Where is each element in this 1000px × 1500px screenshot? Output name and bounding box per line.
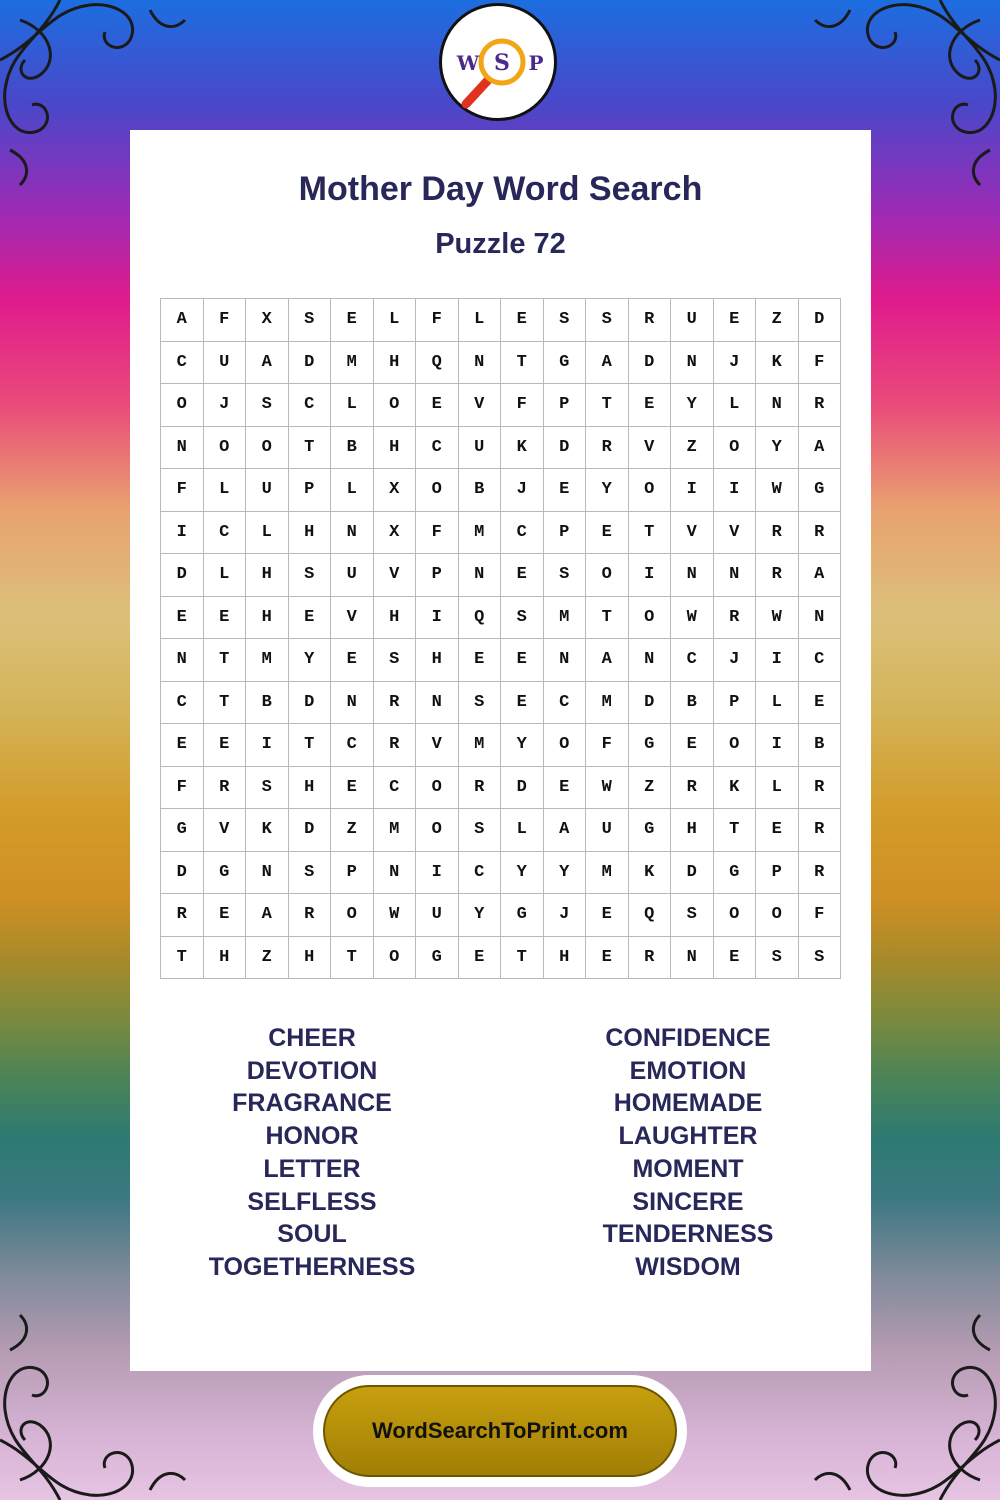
site-logo[interactable] (439, 3, 557, 121)
grid-cell[interactable]: I (161, 512, 204, 555)
grid-cell[interactable]: E (586, 894, 629, 937)
grid-cell[interactable]: N (331, 512, 374, 555)
grid-cell[interactable]: R (204, 767, 247, 810)
word-list-right (528, 1022, 848, 1284)
grid-cell[interactable]: M (544, 597, 587, 640)
grid-cell[interactable]: H (246, 554, 289, 597)
grid-cell[interactable]: H (671, 809, 714, 852)
grid-cell[interactable]: H (246, 597, 289, 640)
grid-cell[interactable]: Y (544, 852, 587, 895)
grid-cell[interactable]: L (756, 682, 799, 725)
grid-cell[interactable]: C (331, 724, 374, 767)
grid-cell[interactable]: F (586, 724, 629, 767)
grid-cell[interactable]: M (459, 512, 502, 555)
grid-cell[interactable]: M (586, 852, 629, 895)
word-list-item: MOMENT (632, 1154, 744, 1183)
grid-cell[interactable]: T (289, 724, 332, 767)
grid-cell[interactable]: D (799, 299, 842, 342)
grid-cell[interactable]: E (331, 299, 374, 342)
grid-cell[interactable]: N (671, 554, 714, 597)
grid-cell[interactable]: V (374, 554, 417, 597)
grid-cell[interactable]: I (416, 597, 459, 640)
grid-cell[interactable]: L (459, 299, 502, 342)
grid-cell[interactable]: E (714, 937, 757, 980)
grid-cell[interactable]: X (246, 299, 289, 342)
grid-cell[interactable]: S (289, 852, 332, 895)
grid-cell[interactable]: E (204, 597, 247, 640)
grid-cell[interactable]: T (161, 937, 204, 980)
grid-cell[interactable]: R (799, 384, 842, 427)
grid-cell[interactable]: Y (459, 894, 502, 937)
word-list-item: DEVOTION (246, 1056, 378, 1085)
word-list-item: LAUGHTER (618, 1122, 758, 1151)
grid-cell[interactable]: R (586, 427, 629, 470)
grid-cell[interactable]: E (671, 724, 714, 767)
grid-cell[interactable]: N (161, 427, 204, 470)
magnifier-icon (442, 6, 554, 118)
grid-cell[interactable]: I (756, 639, 799, 682)
grid-cell[interactable]: R (629, 299, 672, 342)
grid-cell[interactable]: S (289, 299, 332, 342)
grid-cell[interactable]: R (799, 512, 842, 555)
grid-cell[interactable]: P (756, 852, 799, 895)
grid-cell[interactable]: D (629, 342, 672, 385)
grid-cell[interactable]: A (586, 342, 629, 385)
grid-cell[interactable]: G (416, 937, 459, 980)
grid-cell[interactable]: I (629, 554, 672, 597)
grid-cell[interactable]: Q (629, 894, 672, 937)
grid-cell[interactable]: N (714, 554, 757, 597)
grid-cell[interactable]: N (374, 852, 417, 895)
grid-cell[interactable]: R (374, 682, 417, 725)
grid-cell[interactable]: M (374, 809, 417, 852)
grid-cell[interactable]: A (246, 894, 289, 937)
grid-cell[interactable]: C (671, 639, 714, 682)
grid-cell[interactable]: P (331, 852, 374, 895)
grid-cell[interactable]: P (544, 384, 587, 427)
grid-cell[interactable]: X (374, 512, 417, 555)
grid-cell[interactable]: F (799, 894, 842, 937)
grid-cell[interactable]: S (756, 937, 799, 980)
grid-cell[interactable]: E (586, 937, 629, 980)
grid-cell[interactable]: J (501, 469, 544, 512)
grid-cell[interactable]: T (629, 512, 672, 555)
grid-cell[interactable]: Z (246, 937, 289, 980)
grid-cell[interactable]: S (544, 554, 587, 597)
grid-cell[interactable]: E (331, 639, 374, 682)
grid-cell[interactable]: A (799, 554, 842, 597)
grid-cell[interactable]: D (544, 427, 587, 470)
grid-cell[interactable]: O (544, 724, 587, 767)
grid-cell[interactable]: T (289, 427, 332, 470)
word-list-item: SINCERE (632, 1187, 744, 1216)
grid-cell[interactable]: Q (416, 342, 459, 385)
grid-cell[interactable]: U (331, 554, 374, 597)
grid-cell[interactable]: N (629, 639, 672, 682)
grid-cell[interactable]: R (374, 724, 417, 767)
grid-cell[interactable]: V (204, 809, 247, 852)
grid-cell[interactable]: U (416, 894, 459, 937)
logo-letter-p: P (528, 51, 544, 75)
grid-cell[interactable]: N (331, 682, 374, 725)
grid-cell[interactable]: K (714, 767, 757, 810)
grid-cell[interactable]: H (374, 427, 417, 470)
grid-cell[interactable]: R (629, 937, 672, 980)
grid-cell[interactable]: U (246, 469, 289, 512)
grid-cell[interactable]: Q (459, 597, 502, 640)
grid-cell[interactable]: R (799, 809, 842, 852)
word-list-item: WISDOM (635, 1252, 741, 1281)
site-link-label: WordSearchToPrint.com (372, 1418, 628, 1443)
grid-cell[interactable]: U (586, 809, 629, 852)
grid-cell[interactable]: G (629, 809, 672, 852)
grid-cell[interactable]: L (756, 767, 799, 810)
grid-cell[interactable]: C (204, 512, 247, 555)
grid-cell[interactable]: N (799, 597, 842, 640)
grid-cell[interactable]: O (586, 554, 629, 597)
grid-cell[interactable]: E (544, 767, 587, 810)
grid-cell[interactable]: Z (629, 767, 672, 810)
grid-cell[interactable]: U (671, 299, 714, 342)
grid-cell[interactable]: B (331, 427, 374, 470)
grid-cell[interactable]: L (331, 384, 374, 427)
grid-cell[interactable]: T (501, 937, 544, 980)
grid-cell[interactable]: Y (756, 427, 799, 470)
grid-cell[interactable]: O (374, 937, 417, 980)
grid-cell[interactable]: C (799, 639, 842, 682)
grid-cell[interactable]: S (374, 639, 417, 682)
grid-cell[interactable]: R (756, 554, 799, 597)
grid-cell[interactable]: N (544, 639, 587, 682)
grid-cell[interactable]: J (714, 342, 757, 385)
grid-cell[interactable]: E (459, 639, 502, 682)
grid-cell[interactable]: M (459, 724, 502, 767)
grid-cell[interactable]: N (756, 384, 799, 427)
grid-cell[interactable]: O (374, 384, 417, 427)
grid-cell[interactable]: V (331, 597, 374, 640)
grid-cell[interactable]: D (501, 767, 544, 810)
grid-cell[interactable]: Z (671, 427, 714, 470)
grid-cell[interactable]: P (289, 469, 332, 512)
grid-cell[interactable]: D (671, 852, 714, 895)
grid-cell[interactable]: Y (586, 469, 629, 512)
grid-cell[interactable]: K (756, 342, 799, 385)
grid-cell[interactable]: F (501, 384, 544, 427)
grid-cell[interactable]: G (629, 724, 672, 767)
grid-cell[interactable]: M (586, 682, 629, 725)
grid-cell[interactable]: N (161, 639, 204, 682)
puzzle-subtitle: Puzzle 72 (435, 228, 566, 260)
grid-cell[interactable]: E (204, 724, 247, 767)
grid-cell[interactable]: F (161, 469, 204, 512)
word-list-item: EMOTION (629, 1056, 747, 1085)
grid-cell[interactable]: C (459, 852, 502, 895)
grid-cell[interactable]: L (246, 512, 289, 555)
grid-cell[interactable]: Z (756, 299, 799, 342)
grid-cell[interactable]: L (501, 809, 544, 852)
grid-cell[interactable]: A (586, 639, 629, 682)
grid-cell[interactable]: J (204, 384, 247, 427)
word-list-item: CONFIDENCE (605, 1024, 771, 1052)
grid-cell[interactable]: T (204, 682, 247, 725)
grid-cell[interactable]: J (714, 639, 757, 682)
grid-cell[interactable]: E (799, 682, 842, 725)
grid-cell[interactable]: N (459, 342, 502, 385)
grid-cell[interactable]: H (374, 597, 417, 640)
grid-cell[interactable]: S (289, 554, 332, 597)
grid-cell[interactable]: Y (289, 639, 332, 682)
word-list-item: TENDERNESS (602, 1220, 774, 1249)
grid-cell[interactable]: W (756, 597, 799, 640)
grid-cell[interactable]: R (799, 852, 842, 895)
grid-cell[interactable]: W (586, 767, 629, 810)
grid-cell[interactable]: R (459, 767, 502, 810)
grid-cell[interactable]: R (799, 767, 842, 810)
grid-cell[interactable]: Z (331, 809, 374, 852)
grid-cell[interactable]: G (714, 852, 757, 895)
grid-cell[interactable]: E (289, 597, 332, 640)
grid-cell[interactable]: L (331, 469, 374, 512)
grid-cell[interactable]: V (629, 427, 672, 470)
word-list-left (152, 1022, 472, 1284)
grid-cell[interactable]: O (416, 809, 459, 852)
grid-cell[interactable]: W (374, 894, 417, 937)
grid-cell[interactable]: O (331, 894, 374, 937)
grid-cell[interactable]: D (289, 342, 332, 385)
grid-cell[interactable]: O (416, 767, 459, 810)
grid-cell[interactable]: F (161, 767, 204, 810)
grid-cell[interactable]: C (501, 512, 544, 555)
grid-cell[interactable]: O (629, 469, 672, 512)
word-list-item: FRAGRANCE (232, 1089, 392, 1118)
grid-cell[interactable]: L (714, 384, 757, 427)
grid-cell[interactable]: P (544, 512, 587, 555)
grid-cell[interactable]: M (246, 639, 289, 682)
grid-cell[interactable]: K (629, 852, 672, 895)
grid-cell[interactable]: E (501, 639, 544, 682)
grid-cell[interactable]: V (459, 384, 502, 427)
grid-cell[interactable]: P (714, 682, 757, 725)
grid-cell[interactable]: P (416, 554, 459, 597)
grid-cell[interactable]: H (544, 937, 587, 980)
grid-cell[interactable]: E (501, 299, 544, 342)
grid-cell[interactable]: N (671, 342, 714, 385)
grid-cell[interactable]: D (289, 682, 332, 725)
grid-cell[interactable]: O (756, 894, 799, 937)
grid-cell[interactable]: C (161, 342, 204, 385)
grid-cell[interactable]: B (671, 682, 714, 725)
word-list-item: SOUL (277, 1220, 347, 1249)
grid-cell[interactable]: H (204, 937, 247, 980)
grid-cell[interactable]: G (544, 342, 587, 385)
grid-cell[interactable]: S (246, 384, 289, 427)
grid-cell[interactable]: N (246, 852, 289, 895)
grid-cell[interactable]: E (161, 724, 204, 767)
grid-cell[interactable]: F (416, 299, 459, 342)
grid-cell[interactable]: S (459, 809, 502, 852)
letter-grid (160, 298, 841, 979)
grid-cell[interactable]: S (459, 682, 502, 725)
word-list-item: LETTER (263, 1154, 361, 1183)
grid-cell[interactable]: K (246, 809, 289, 852)
grid-cell[interactable]: A (544, 809, 587, 852)
grid-cell[interactable]: H (374, 342, 417, 385)
grid-cell[interactable]: E (331, 767, 374, 810)
grid-cell[interactable]: D (629, 682, 672, 725)
grid-cell[interactable]: N (416, 682, 459, 725)
grid-cell[interactable]: T (204, 639, 247, 682)
grid-cell[interactable]: T (331, 937, 374, 980)
grid-cell[interactable]: T (586, 597, 629, 640)
grid-cell[interactable]: E (459, 937, 502, 980)
grid-cell[interactable]: C (544, 682, 587, 725)
grid-cell[interactable]: G (799, 469, 842, 512)
grid-cell[interactable]: G (161, 809, 204, 852)
grid-cell[interactable]: R (756, 512, 799, 555)
grid-cell[interactable]: O (714, 724, 757, 767)
word-list-item: SELFLESS (247, 1187, 377, 1216)
grid-cell[interactable]: W (671, 597, 714, 640)
grid-cell[interactable]: N (459, 554, 502, 597)
grid-cell[interactable]: S (246, 767, 289, 810)
grid-cell[interactable]: H (289, 512, 332, 555)
grid-cell[interactable]: A (161, 299, 204, 342)
grid-cell[interactable]: E (714, 299, 757, 342)
grid-cell[interactable]: D (161, 852, 204, 895)
puzzle-title: Mother Day Word Search (298, 170, 703, 208)
grid-cell[interactable]: S (799, 937, 842, 980)
grid-cell[interactable]: C (416, 427, 459, 470)
grid-cell[interactable]: V (714, 512, 757, 555)
puzzle-card (130, 130, 871, 1371)
grid-cell[interactable]: I (416, 852, 459, 895)
grid-cell[interactable]: T (501, 342, 544, 385)
grid-cell[interactable]: O (714, 894, 757, 937)
grid-cell[interactable]: O (714, 427, 757, 470)
grid-cell[interactable]: C (161, 682, 204, 725)
grid-cell[interactable]: E (629, 384, 672, 427)
grid-cell[interactable]: F (416, 512, 459, 555)
grid-cell[interactable]: S (671, 894, 714, 937)
grid-cell[interactable]: C (289, 384, 332, 427)
grid-cell[interactable]: I (671, 469, 714, 512)
grid-cell[interactable]: S (501, 597, 544, 640)
grid-cell[interactable]: O (246, 427, 289, 470)
grid-cell[interactable]: R (714, 597, 757, 640)
grid-cell[interactable]: E (544, 469, 587, 512)
grid-cell[interactable]: E (161, 597, 204, 640)
grid-cell[interactable]: B (246, 682, 289, 725)
grid-cell[interactable]: I (246, 724, 289, 767)
grid-cell[interactable]: J (544, 894, 587, 937)
grid-cell[interactable]: I (756, 724, 799, 767)
grid-cell[interactable]: D (289, 809, 332, 852)
grid-cell[interactable]: R (289, 894, 332, 937)
grid-cell[interactable]: L (374, 299, 417, 342)
grid-cell[interactable]: F (204, 299, 247, 342)
grid-cell[interactable]: Y (501, 724, 544, 767)
grid-cell[interactable]: T (714, 809, 757, 852)
grid-cell[interactable]: F (799, 342, 842, 385)
grid-cell[interactable]: U (204, 342, 247, 385)
grid-cell[interactable]: O (629, 597, 672, 640)
grid-cell[interactable]: B (459, 469, 502, 512)
grid-cell[interactable]: E (586, 512, 629, 555)
grid-cell[interactable]: O (416, 469, 459, 512)
grid-cell[interactable]: K (501, 427, 544, 470)
word-list-item: HOMEMADE (613, 1089, 763, 1118)
grid-cell[interactable]: A (246, 342, 289, 385)
grid-cell[interactable]: A (799, 427, 842, 470)
grid-cell[interactable]: C (374, 767, 417, 810)
grid-cell[interactable]: Y (671, 384, 714, 427)
grid-cell[interactable]: B (799, 724, 842, 767)
grid-cell[interactable]: L (204, 469, 247, 512)
grid-cell[interactable]: X (374, 469, 417, 512)
site-link-button[interactable] (313, 1375, 687, 1487)
grid-cell[interactable]: U (459, 427, 502, 470)
grid-cell[interactable]: V (671, 512, 714, 555)
grid-cell[interactable]: V (416, 724, 459, 767)
logo-letter-w: W (456, 51, 480, 75)
grid-cell[interactable]: R (671, 767, 714, 810)
grid-cell[interactable]: M (331, 342, 374, 385)
grid-cell[interactable]: N (671, 937, 714, 980)
grid-cell[interactable]: E (204, 894, 247, 937)
grid-cell[interactable]: E (501, 682, 544, 725)
grid-cell[interactable]: Y (501, 852, 544, 895)
grid-cell[interactable]: S (586, 299, 629, 342)
grid-cell[interactable]: O (161, 384, 204, 427)
grid-cell[interactable]: I (714, 469, 757, 512)
grid-cell[interactable]: T (586, 384, 629, 427)
grid-cell[interactable]: S (544, 299, 587, 342)
site-link-pill[interactable] (323, 1385, 677, 1477)
grid-cell[interactable]: W (756, 469, 799, 512)
grid-cell[interactable]: E (756, 809, 799, 852)
grid-cell[interactable]: O (204, 427, 247, 470)
word-list-item: HONOR (265, 1122, 359, 1151)
grid-cell[interactable]: G (501, 894, 544, 937)
grid-cell[interactable]: H (289, 767, 332, 810)
grid-cell[interactable]: L (204, 554, 247, 597)
grid-cell[interactable]: E (416, 384, 459, 427)
word-list-item: CHEER (268, 1024, 356, 1052)
grid-cell[interactable]: E (501, 554, 544, 597)
grid-cell[interactable]: G (204, 852, 247, 895)
grid-cell[interactable]: R (161, 894, 204, 937)
grid-cell[interactable]: H (289, 937, 332, 980)
grid-cell[interactable]: H (416, 639, 459, 682)
logo-letter-s: S (494, 50, 510, 76)
grid-cell[interactable]: D (161, 554, 204, 597)
word-list-item: TOGETHERNESS (208, 1252, 416, 1281)
